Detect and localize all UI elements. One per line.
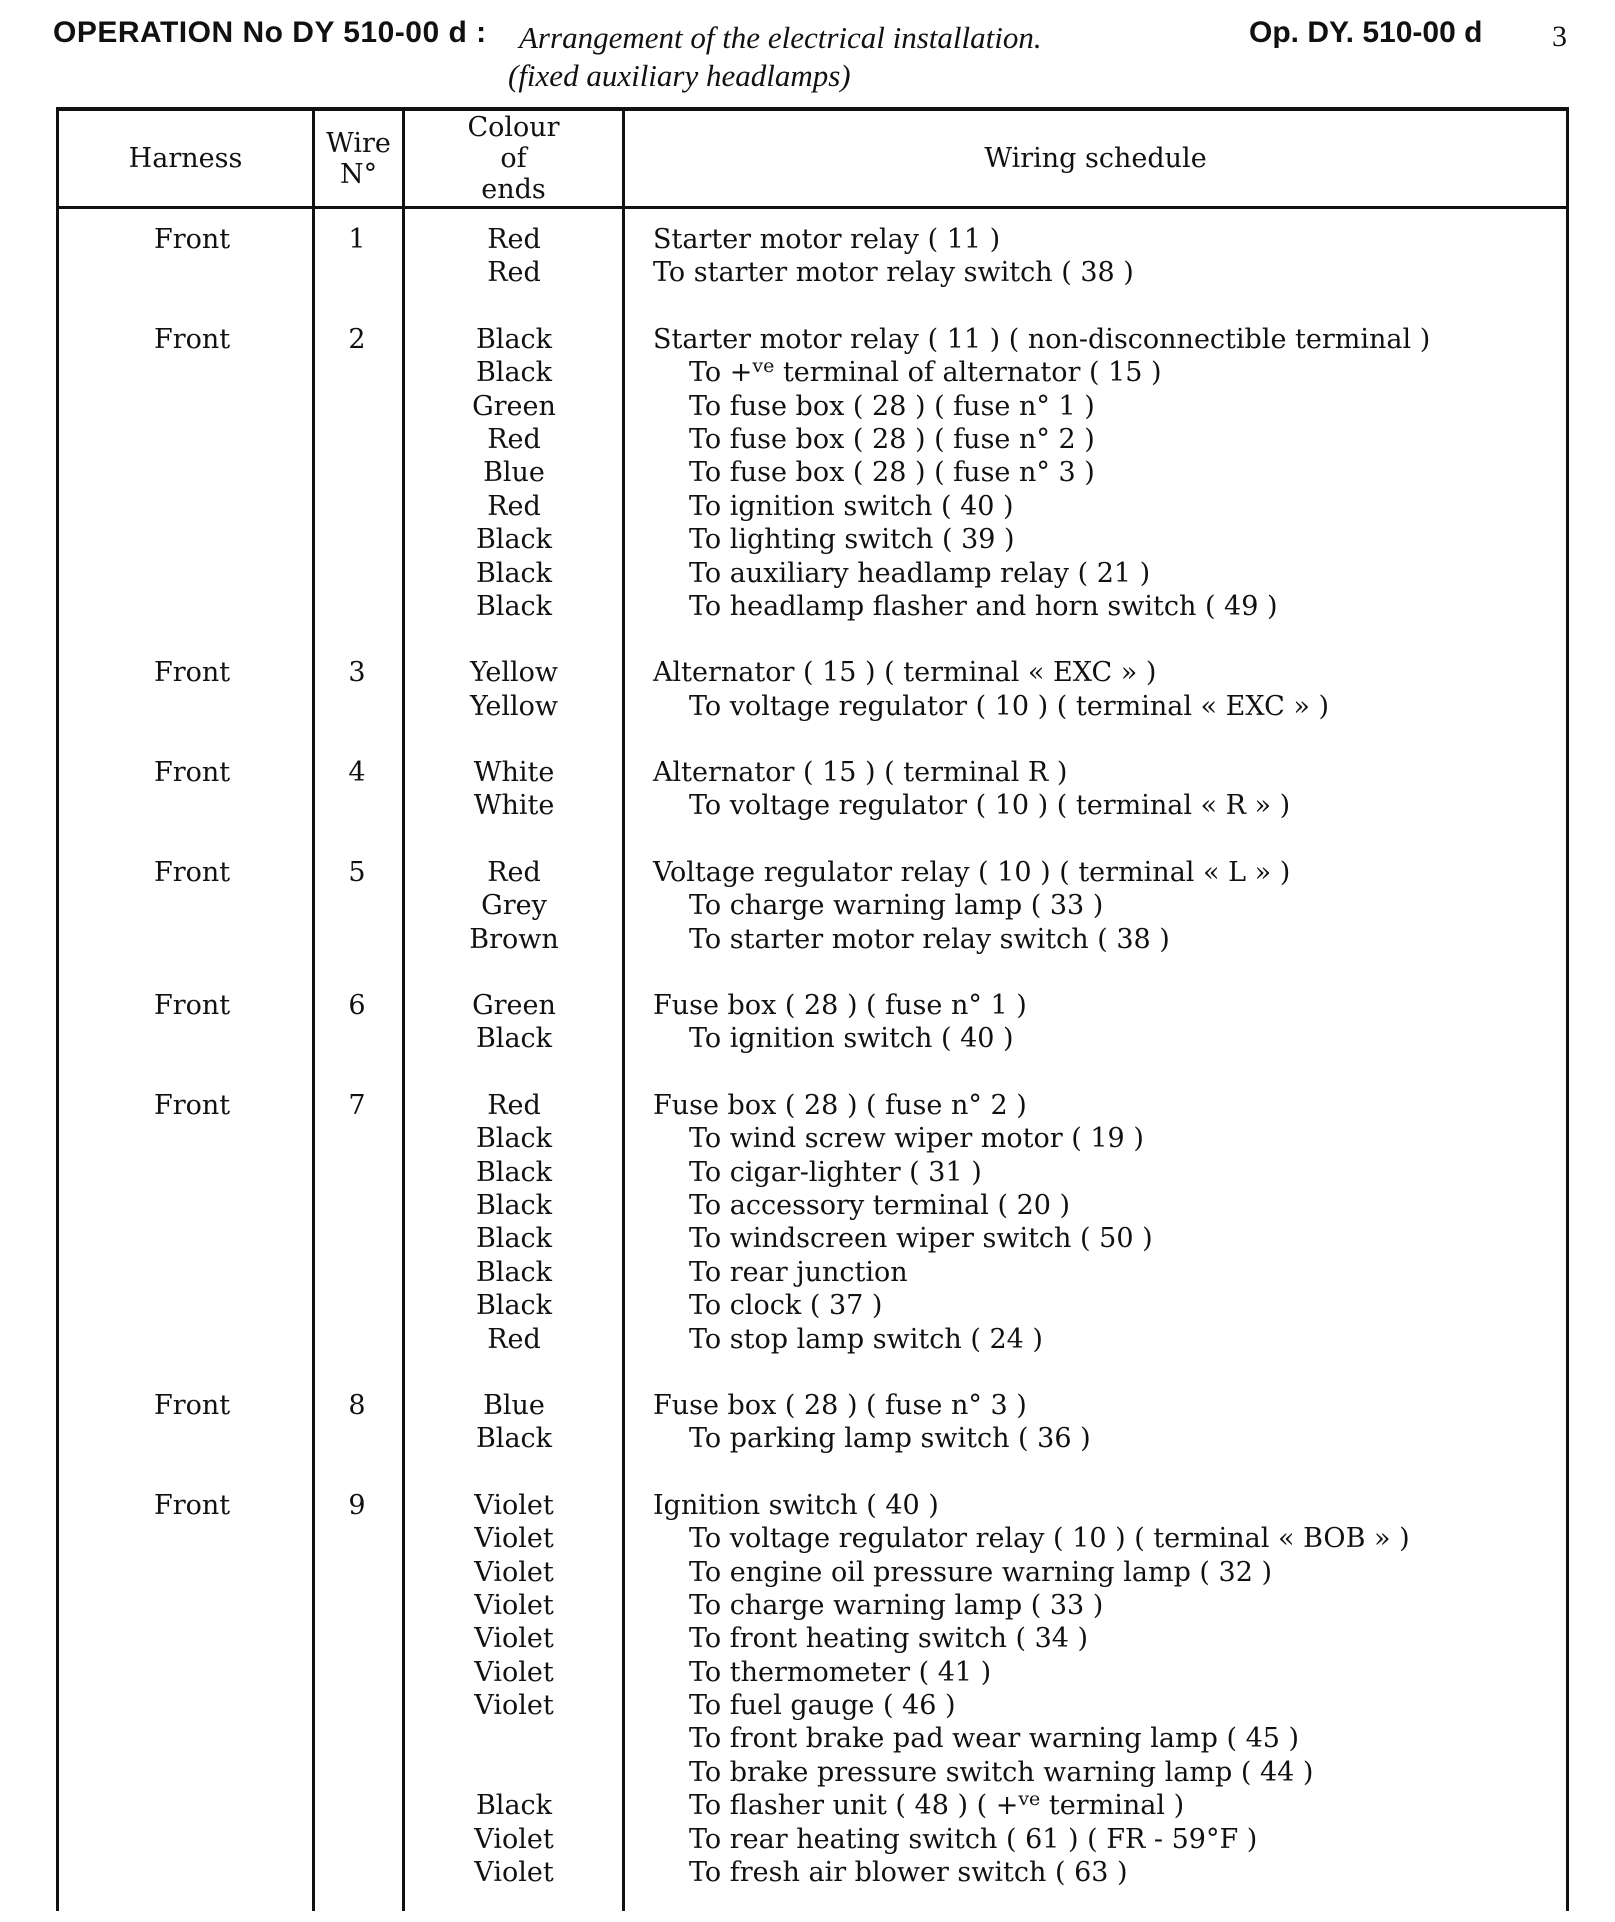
colour-entry: Black [475,1123,553,1155]
schedule-destination: To starter motor relay switch ( 38 ) [689,923,1170,955]
schedule-destination: To charge warning lamp ( 33 ) [689,1589,1104,1621]
wiring-schedule-cell [653,223,1569,290]
schedule-destination: To thermometer ( 41 ) [689,1656,992,1688]
table-row [56,656,1569,723]
colour-entry: Red [487,423,541,455]
colour-cell [405,323,623,624]
wire-number-cell: 3 [348,657,366,689]
wiring-schedule-cell [653,989,1569,1056]
schedule-destination: To starter motor relay switch ( 38 ) [653,257,1134,289]
wire-number-cell: 9 [348,1489,366,1521]
wiring-schedule-cell [653,1089,1569,1356]
schedule-text: terminal of alternator ( 15 ) [774,357,1162,389]
operation-subtitle-detail: (fixed auxiliary headlamps) [508,58,851,93]
wire-number-cell: 6 [348,990,366,1022]
schedule-destination: To clock ( 37 ) [689,1290,883,1322]
schedule-destination [653,356,1569,389]
colour-cell [405,223,623,290]
colour-entry: Black [475,1256,553,1288]
table-row [56,323,1569,624]
colour-entry [405,1756,623,1789]
schedule-destination: To stop lamp switch ( 24 ) [689,1323,1043,1355]
table-row [56,856,1569,956]
table-header-rule [56,206,1569,209]
wiring-schedule-cell [653,1389,1569,1456]
colour-entry: Violet [474,1523,554,1555]
colour-entry: Black [475,1023,553,1055]
wiring-schedule-cell [653,323,1569,624]
positive-superscript: ve [1018,1788,1041,1811]
schedule-destination: To fresh air blower switch ( 63 ) [689,1857,1128,1889]
wire-number-cell: 5 [348,856,366,888]
schedule-destination: To fuse box ( 28 ) ( fuse n° 3 ) [689,457,1095,489]
schedule-destination: To accessory terminal ( 20 ) [689,1189,1071,1221]
colour-entry: Black [475,357,553,389]
schedule-destination: To front heating switch ( 34 ) [689,1623,1089,1655]
harness-cell: Front [154,856,231,888]
colour-entry: Red [487,224,541,255]
schedule-destination: To voltage regulator ( 10 ) ( terminal « R » ) [689,790,1291,822]
schedule-text: terminal ) [1040,1790,1185,1822]
table-row [56,989,1569,1056]
wiring-schedule-cell [653,1489,1569,1890]
colour-entry: Violet [474,1623,554,1655]
table-row [56,756,1569,823]
colour-entry: Red [487,490,541,522]
colour-cell [405,656,623,723]
wiring-schedule-cell [653,656,1569,723]
colour-entry: Grey [481,890,547,922]
colour-entry: Black [475,323,553,355]
colour-entry: Blue [483,457,545,489]
operation-reference: Op. DY. 510-00 d [1249,16,1483,49]
schedule-destination: To fuse box ( 28 ) ( fuse n° 2 ) [689,423,1095,455]
table-row [56,223,1569,290]
schedule-destination: To fuel gauge ( 46 ) [689,1690,956,1722]
wiring-table [56,107,1569,1911]
harness-cell: Front [154,1089,231,1121]
harness-cell: Front [154,657,231,689]
wiring-schedule-cell [653,856,1569,956]
column-header-harness: Harness [128,143,243,174]
harness-cell: Front [154,990,231,1022]
schedule-origin: Voltage regulator relay ( 10 ) ( terminal « L » ) [653,856,1291,888]
wire-number-cell: 1 [348,224,366,255]
schedule-destination: To charge warning lamp ( 33 ) [689,890,1104,922]
colour-entry: Brown [469,923,559,955]
wire-number-cell: 2 [348,323,366,355]
table-row [56,1389,1569,1456]
schedule-destination: To headlamp flasher and horn switch ( 49 ) [689,590,1278,622]
colour-cell [405,856,623,956]
colour-entry [405,1722,623,1755]
schedule-origin: Starter motor relay ( 11 ) [653,224,1001,255]
schedule-text: To + [689,357,753,389]
colour-entry: Violet [474,1489,554,1521]
wiring-schedule-cell [653,756,1569,823]
schedule-origin: Ignition switch ( 40 ) [653,1489,939,1521]
harness-cell: Front [154,757,231,789]
colour-entry: Black [475,1156,553,1188]
column-header-colour: Colour of ends [467,112,560,205]
colour-entry: Black [475,1290,553,1322]
colour-entry: Black [475,1223,553,1255]
wire-number-cell: 7 [348,1089,366,1121]
schedule-origin: Starter motor relay ( 11 ) ( non-disconnectible terminal ) [653,323,1431,355]
colour-entry: Violet [474,1556,554,1588]
schedule-destination: To ignition switch ( 40 ) [689,1023,1014,1055]
colour-entry: Blue [483,1389,545,1421]
harness-cell: Front [154,1489,231,1521]
colour-entry: Red [487,1323,541,1355]
colour-cell [405,989,623,1056]
colour-cell [405,756,623,823]
colour-entry: Red [487,1089,541,1121]
colour-entry: Violet [474,1656,554,1688]
column-header-wiring-schedule: Wiring schedule [984,143,1207,174]
wire-number-cell: 4 [348,757,366,789]
colour-entry: White [473,790,555,822]
schedule-destination: To engine oil pressure warning lamp ( 32 ) [689,1556,1273,1588]
colour-cell [405,1389,623,1456]
colour-entry: Violet [474,1823,554,1855]
schedule-destination: To wind screw wiper motor ( 19 ) [689,1123,1144,1155]
page-number: 3 [1552,20,1567,53]
schedule-destination: To rear junction [689,1256,908,1288]
colour-entry: Green [472,390,556,422]
operation-subtitle: Arrangement of the electrical installation. [519,20,1042,55]
schedule-destination: To rear heating switch ( 61 ) ( FR - 59°F ) [689,1823,1258,1855]
column-header-wire-no: Wire N° [326,127,391,190]
colour-entry: Violet [474,1857,554,1889]
schedule-origin: Fuse box ( 28 ) ( fuse n° 3 ) [653,1389,1027,1421]
colour-entry: Yellow [469,690,559,722]
schedule-origin: Alternator ( 15 ) ( terminal « EXC » ) [653,657,1157,689]
colour-entry: Black [475,524,553,556]
colour-entry: Black [475,557,553,589]
colour-entry: Red [487,257,541,289]
table-row [56,1089,1569,1356]
positive-superscript: ve [752,355,775,378]
colour-entry: Black [475,590,553,622]
table-body [56,223,1569,1922]
colour-entry: Violet [474,1589,554,1621]
colour-entry: Green [472,990,556,1022]
schedule-destination: To fuse box ( 28 ) ( fuse n° 1 ) [689,390,1095,422]
schedule-destination: To lighting switch ( 39 ) [689,524,1015,556]
schedule-destination: To front brake pad wear warning lamp ( 45 ) [689,1723,1300,1755]
colour-entry: Violet [474,1690,554,1722]
schedule-destination: To cigar-lighter ( 31 ) [689,1156,982,1188]
schedule-destination [653,1789,1569,1822]
schedule-text: To flasher unit ( 48 ) ( + [689,1790,1019,1822]
colour-entry: Yellow [469,657,559,689]
schedule-destination: To brake pressure switch warning lamp ( 44 ) [689,1756,1314,1788]
colour-cell [405,1089,623,1356]
schedule-destination: To voltage regulator relay ( 10 ) ( terminal « BOB » ) [689,1523,1410,1555]
schedule-destination: To ignition switch ( 40 ) [689,490,1014,522]
colour-entry: Black [475,1189,553,1221]
colour-cell [405,1489,623,1890]
colour-entry: Black [475,1790,553,1822]
schedule-origin: Alternator ( 15 ) ( terminal R ) [653,757,1068,789]
schedule-destination: To auxiliary headlamp relay ( 21 ) [689,557,1151,589]
colour-entry: Black [475,1423,553,1455]
schedule-origin: Fuse box ( 28 ) ( fuse n° 2 ) [653,1089,1027,1121]
schedule-origin: Fuse box ( 28 ) ( fuse n° 1 ) [653,990,1027,1022]
harness-cell: Front [154,323,231,355]
harness-cell: Front [154,224,231,255]
table-row [56,1489,1569,1890]
schedule-destination: To voltage regulator ( 10 ) ( terminal « EXC » ) [689,690,1329,722]
harness-cell: Front [154,1389,231,1421]
page-header [0,0,1615,110]
colour-entry: White [473,757,555,789]
colour-entry: Red [487,856,541,888]
schedule-destination: To parking lamp switch ( 36 ) [689,1423,1091,1455]
schedule-destination: To windscreen wiper switch ( 50 ) [689,1223,1153,1255]
wire-number-cell: 8 [348,1389,366,1421]
operation-title: OPERATION No DY 510-00 d : [53,16,487,49]
